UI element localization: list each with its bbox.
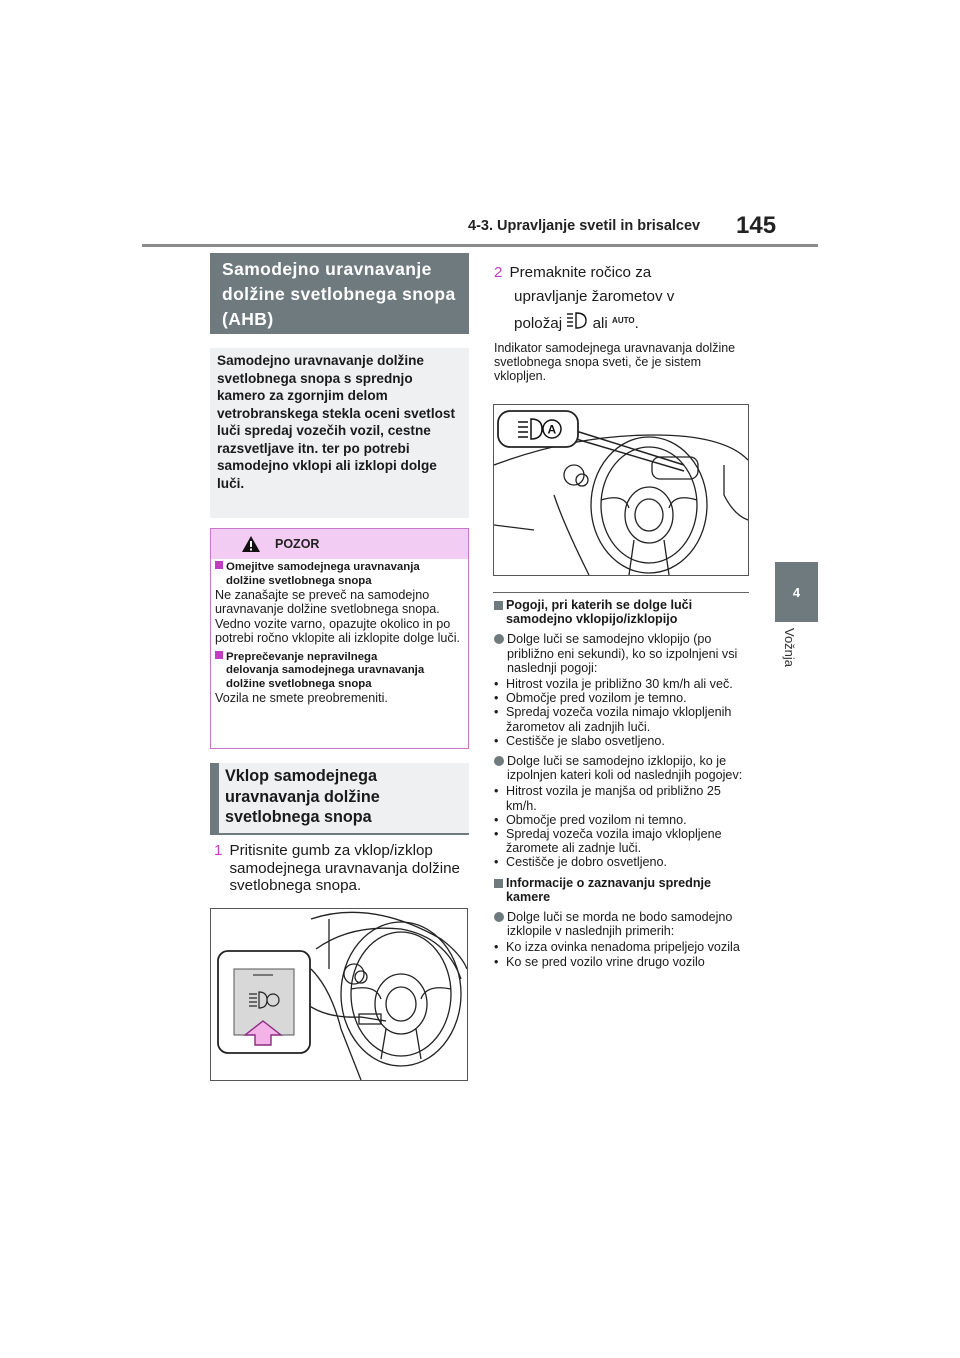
list-item: • Ko se pred vozilo vrine drugo vozilo [494, 954, 705, 969]
dashboard-switch-illustration [210, 908, 468, 1081]
subsection-title: Vklop samodejnega uravnavanja dolžine svetlobnega snopa [210, 763, 469, 834]
bullet-item: Dolge luči se samodejno izklopijo, ko je izpolnjen kateri koli od naslednjih pogojev: [494, 754, 750, 782]
section-title: Samodejno uravnavanje dolžine svetlobnega snopa (AHB) [210, 253, 469, 334]
warning-subheading: Omejitve samodejnega uravnavanja dolžine svetlobnega snopa [215, 561, 463, 588]
section-header: 4-3. Upravljanje svetil in brisalcev [468, 218, 701, 234]
chapter-number: 4 [792, 584, 801, 600]
warning-triangle-icon [241, 535, 261, 553]
indicator-illustration [493, 404, 749, 576]
gray-dot-icon [494, 756, 504, 766]
step-2: 2 Premaknite ročico za upravljanje žarometov v položaj ali $^{AUTO}$. [494, 261, 750, 336]
step-number: 2 [494, 264, 503, 281]
list-item: • Območje pred vozilom ni temno. [494, 812, 687, 827]
subsection-divider [210, 833, 469, 835]
intro-text: Samodejno uravnavanje dolžine svetlobnega snopa s sprednjo kamero za zgornjim delom vetrobranskega stekla oceni svetlost luči spredaj vozečih vozil, cestne razsvetljave itn. ter po potrebi samodejno vklopi ali izklopi dolge luči. [210, 348, 469, 518]
auto-icon: AUTO [612, 316, 635, 325]
gray-square-icon [494, 879, 503, 888]
camera-cases-list [494, 940, 750, 968]
steering-wheel-switch-drawing [211, 909, 467, 1080]
step-text: Pritisnite gumb za vklop/izklop samodejnega uravnavanja dolžine svetlobnega snopa. [229, 842, 460, 895]
list-item: • Hitrost vozila je manjša od približno 25 km/h. [494, 784, 721, 813]
pink-square-icon [215, 651, 223, 659]
list-item: • Cestišče je slabo osvetljeno. [494, 733, 665, 748]
list-item: • Cestišče je dobro osvetljeno. [494, 855, 668, 870]
high-beam-icon [566, 312, 588, 330]
warning-title: POZOR [275, 537, 320, 551]
on-conditions-list [494, 677, 750, 748]
indicator-description: Indikator samodejnega uravnavanja dolžine svetlobnega snopa sveti, če je sistem vklopljen. [494, 341, 736, 383]
list-item: • Hitrost vozila je približno 30 km/h ali več. [494, 677, 733, 692]
chapter-label: Vožnja [782, 628, 797, 668]
instrument-cluster-drawing [494, 405, 748, 575]
gray-square-icon [494, 601, 503, 610]
warning-subheading: Preprečevanje nepravilnega delovanja samodejnega uravnavanja dolžine svetlobnega snopa [215, 651, 463, 692]
bullet-item: Dolge luči se morda ne bodo samodejno izklopile v naslednjih primerih: [494, 910, 750, 938]
list-item: • Spredaj vozeča vozila nimajo vklopljenih žarometov ali zadnjih luči. [494, 705, 732, 734]
pink-square-icon [215, 561, 223, 569]
list-item: • Ko izza ovinka nenadoma pripeljejo vozila [494, 940, 740, 955]
step-1 [214, 842, 469, 895]
page-number: 145 [736, 212, 777, 239]
conditions-section [494, 598, 750, 969]
warning-box [210, 528, 469, 749]
chapter-tab [775, 562, 818, 622]
header-divider [142, 244, 818, 247]
camera-heading: Informacije o zaznavanju sprednje kamere [494, 876, 750, 904]
svg-text:A: A [547, 422, 557, 437]
list-item: • Območje pred vozilom je temno. [494, 691, 687, 706]
bullet-item: Dolge luči se samodejno vklopijo (po približno eni sekundi), ko so izpolnjeni vsi naslednji pogoji: [494, 632, 750, 675]
warning-text: Ne zanašajte se preveč na samodejno uravnavanje dolžine svetlobnega snopa. Vedno vozite varno, opazujte okolico in po potrebi ročno vklopite ali izklopite dolge luči. [215, 588, 461, 646]
step2-position-line: položaj ali $^{AUTO}$. [494, 309, 750, 336]
gray-dot-icon [494, 912, 504, 922]
gray-dot-icon [494, 634, 504, 644]
warning-header [211, 529, 468, 559]
step-number: 1 [214, 842, 223, 859]
conditions-heading: Pogoji, pri katerih se dolge luči samodejno vklopijo/izklopijo [494, 598, 750, 626]
list-item: • Spredaj vozeča vozila imajo vklopljene žaromete ali zadnje luči. [494, 827, 722, 856]
warning-text: Vozila ne smete preobremeniti. [215, 691, 388, 706]
section-divider [493, 592, 749, 593]
warning-body [215, 561, 463, 706]
off-conditions-list [494, 784, 750, 869]
